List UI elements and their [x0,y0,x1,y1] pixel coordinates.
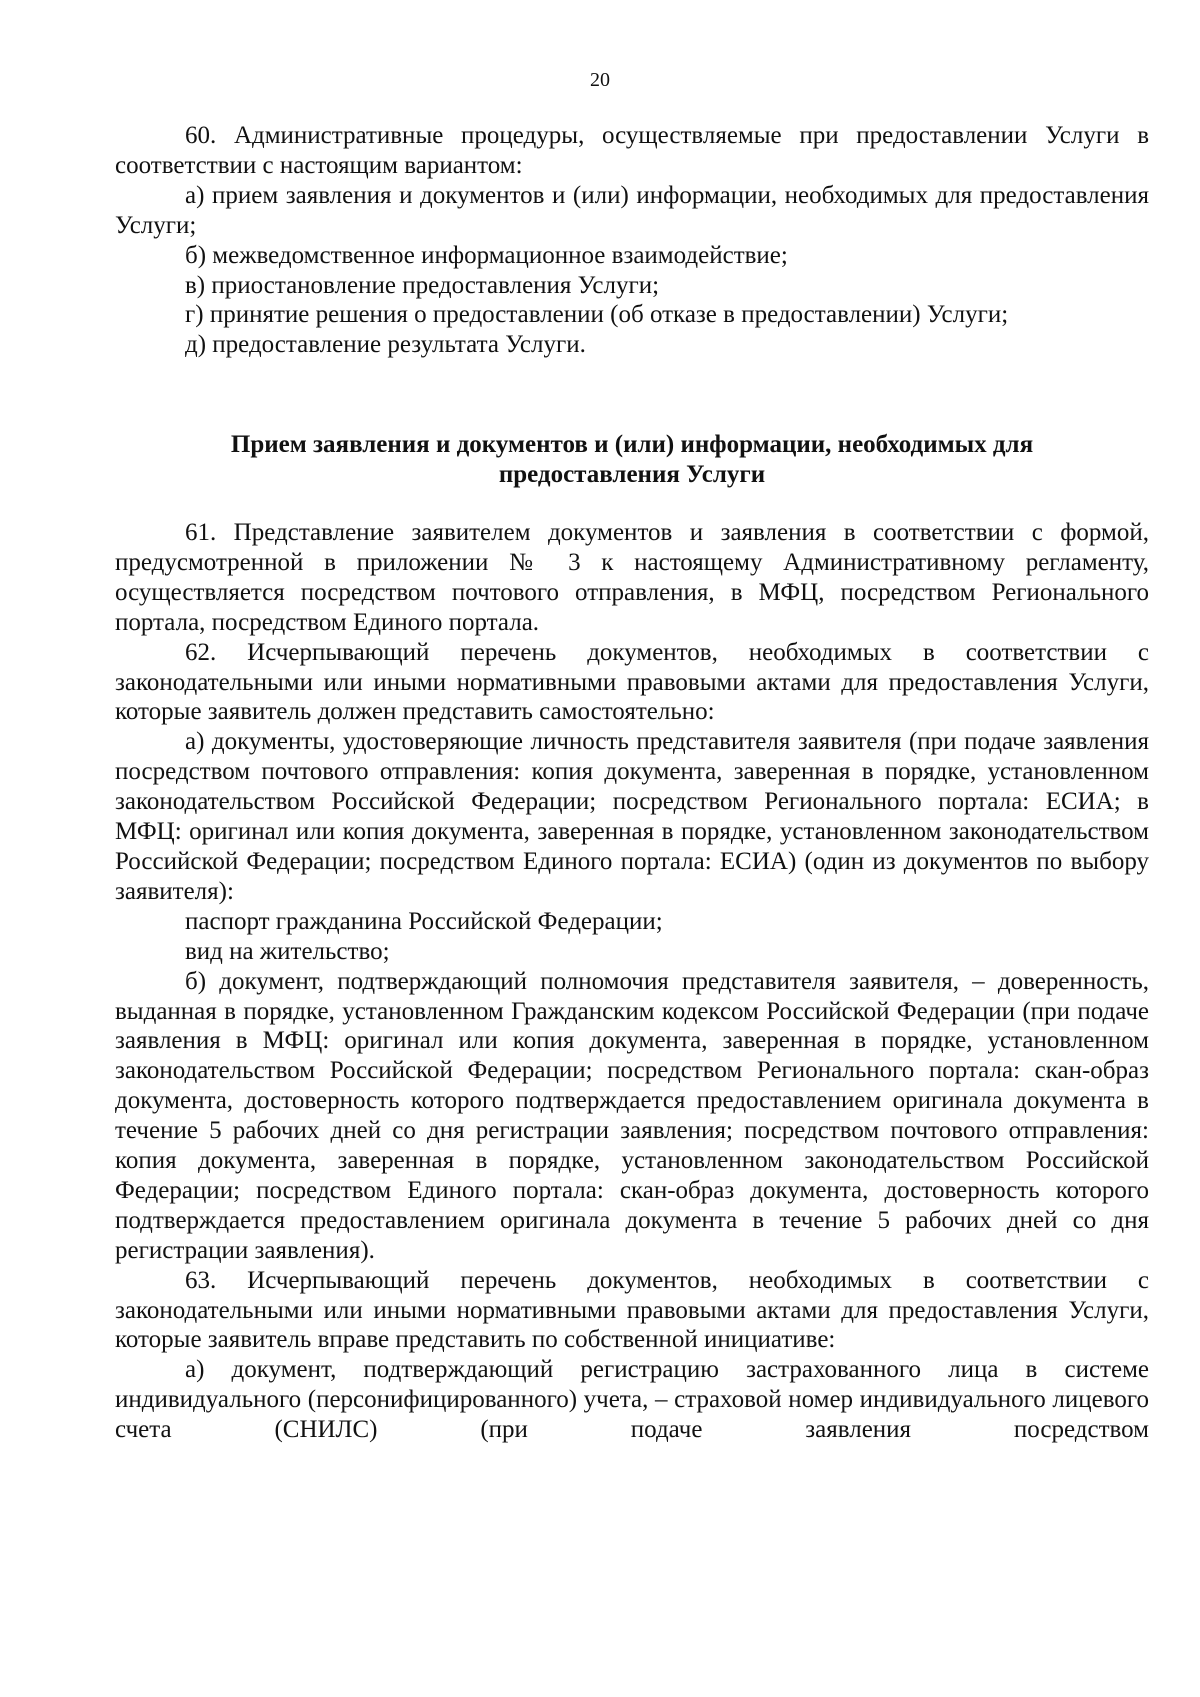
paragraph-63-a: а) документ, подтверждающий регистрацию застрахованного лица в системе индивидуального (персонифицированного) учета, – страховой номер индивидуального лицевого счета (СНИЛС) (при подаче заявления посредством [115,1356,1149,1444]
section-heading [115,430,1149,489]
list-item-passport: паспорт гражданина Российской Федерации; [185,907,663,935]
paragraph-62: 62. Исчерпывающий перечень документов, необходимых в соответствии с законодательными или иными нормативными правовыми актами для предоставления Услуги, которые заявитель должен представить самостоятельно: [115,638,1149,726]
list-item-d: д) предоставление результата Услуги. [185,331,586,359]
paragraph-61: 61. Представление заявителем документов и заявления в соответствии с формой, предусмотренной в приложении № 3 к настоящему Административному регламенту, осуществляется посредством почтового отправления, в МФЦ, посредством Регионального портала, посредством Единого портала. [115,519,1149,636]
list-item-a: а) прием заявления и документов и (или) информации, необходимых для предоставления Услуги; [115,181,1149,239]
list-item-g: г) принятие решения о предоставлении (об отказе в предоставлении) Услуги; [185,301,1009,329]
paragraph-62-b: б) документ, подтверждающий полномочия представителя заявителя, – доверенность, выданная в порядке, установленном Гражданским кодексом Российской Федерации (при подаче заявления в МФЦ: оригинал или копия документа, заверенная в порядке, установленном законодательством Российской Федерации; посредством Регионального портала: скан-образ документа, достоверность которого подтверждается предоставлением оригинала документа в течение 5 рабочих дней со дня регистрации заявления; посредством почтового отправления: копия документа, заверенная в порядке, установленном законодательством Российской Федерации; посредством Единого портала: скан-образ документа, достоверность которого подтверждается предоставлением оригинала документа в течение 5 рабочих дней со дня регистрации заявления). [115,967,1149,1264]
list-item-v: в) приостановление предоставления Услуги; [185,271,660,299]
paragraph-63: 63. Исчерпывающий перечень документов, необходимых в соответствии с законодательными или иными нормативными правовыми актами для предоставления Услуги, которые заявитель вправе представить по собственной инициативе: [115,1266,1149,1354]
procedures-list [115,121,1149,360]
section-heading-line-2: предоставления Услуги [498,460,766,488]
section-heading-line-1: Прием заявления и документов и (или) информации, необходимых для [230,431,1034,458]
section-body [115,518,1149,1445]
paragraph-62-a: а) документы, удостоверяющие личность представителя заявителя (при подаче заявления посредством почтового отправления: копия документа, заверенная в порядке, установленном законодательством Российской Федерации; посредством Регионального портала: ЕСИА; в МФЦ: оригинал или копия документа, заверенная в порядке, установленном законодательством Российской Федерации; посредством Единого портала: ЕСИА) (один из документов по выбору заявителя): [115,728,1149,905]
paragraph-60: 60. Административные процедуры, осуществляемые при предоставлении Услуги в соответствии с настоящим вариантом: [115,122,1149,179]
list-item-residence-permit: вид на жительство; [185,937,390,965]
page-number: 20 [590,69,610,91]
list-item-b: б) межведомственное информационное взаимодействие; [185,241,788,269]
